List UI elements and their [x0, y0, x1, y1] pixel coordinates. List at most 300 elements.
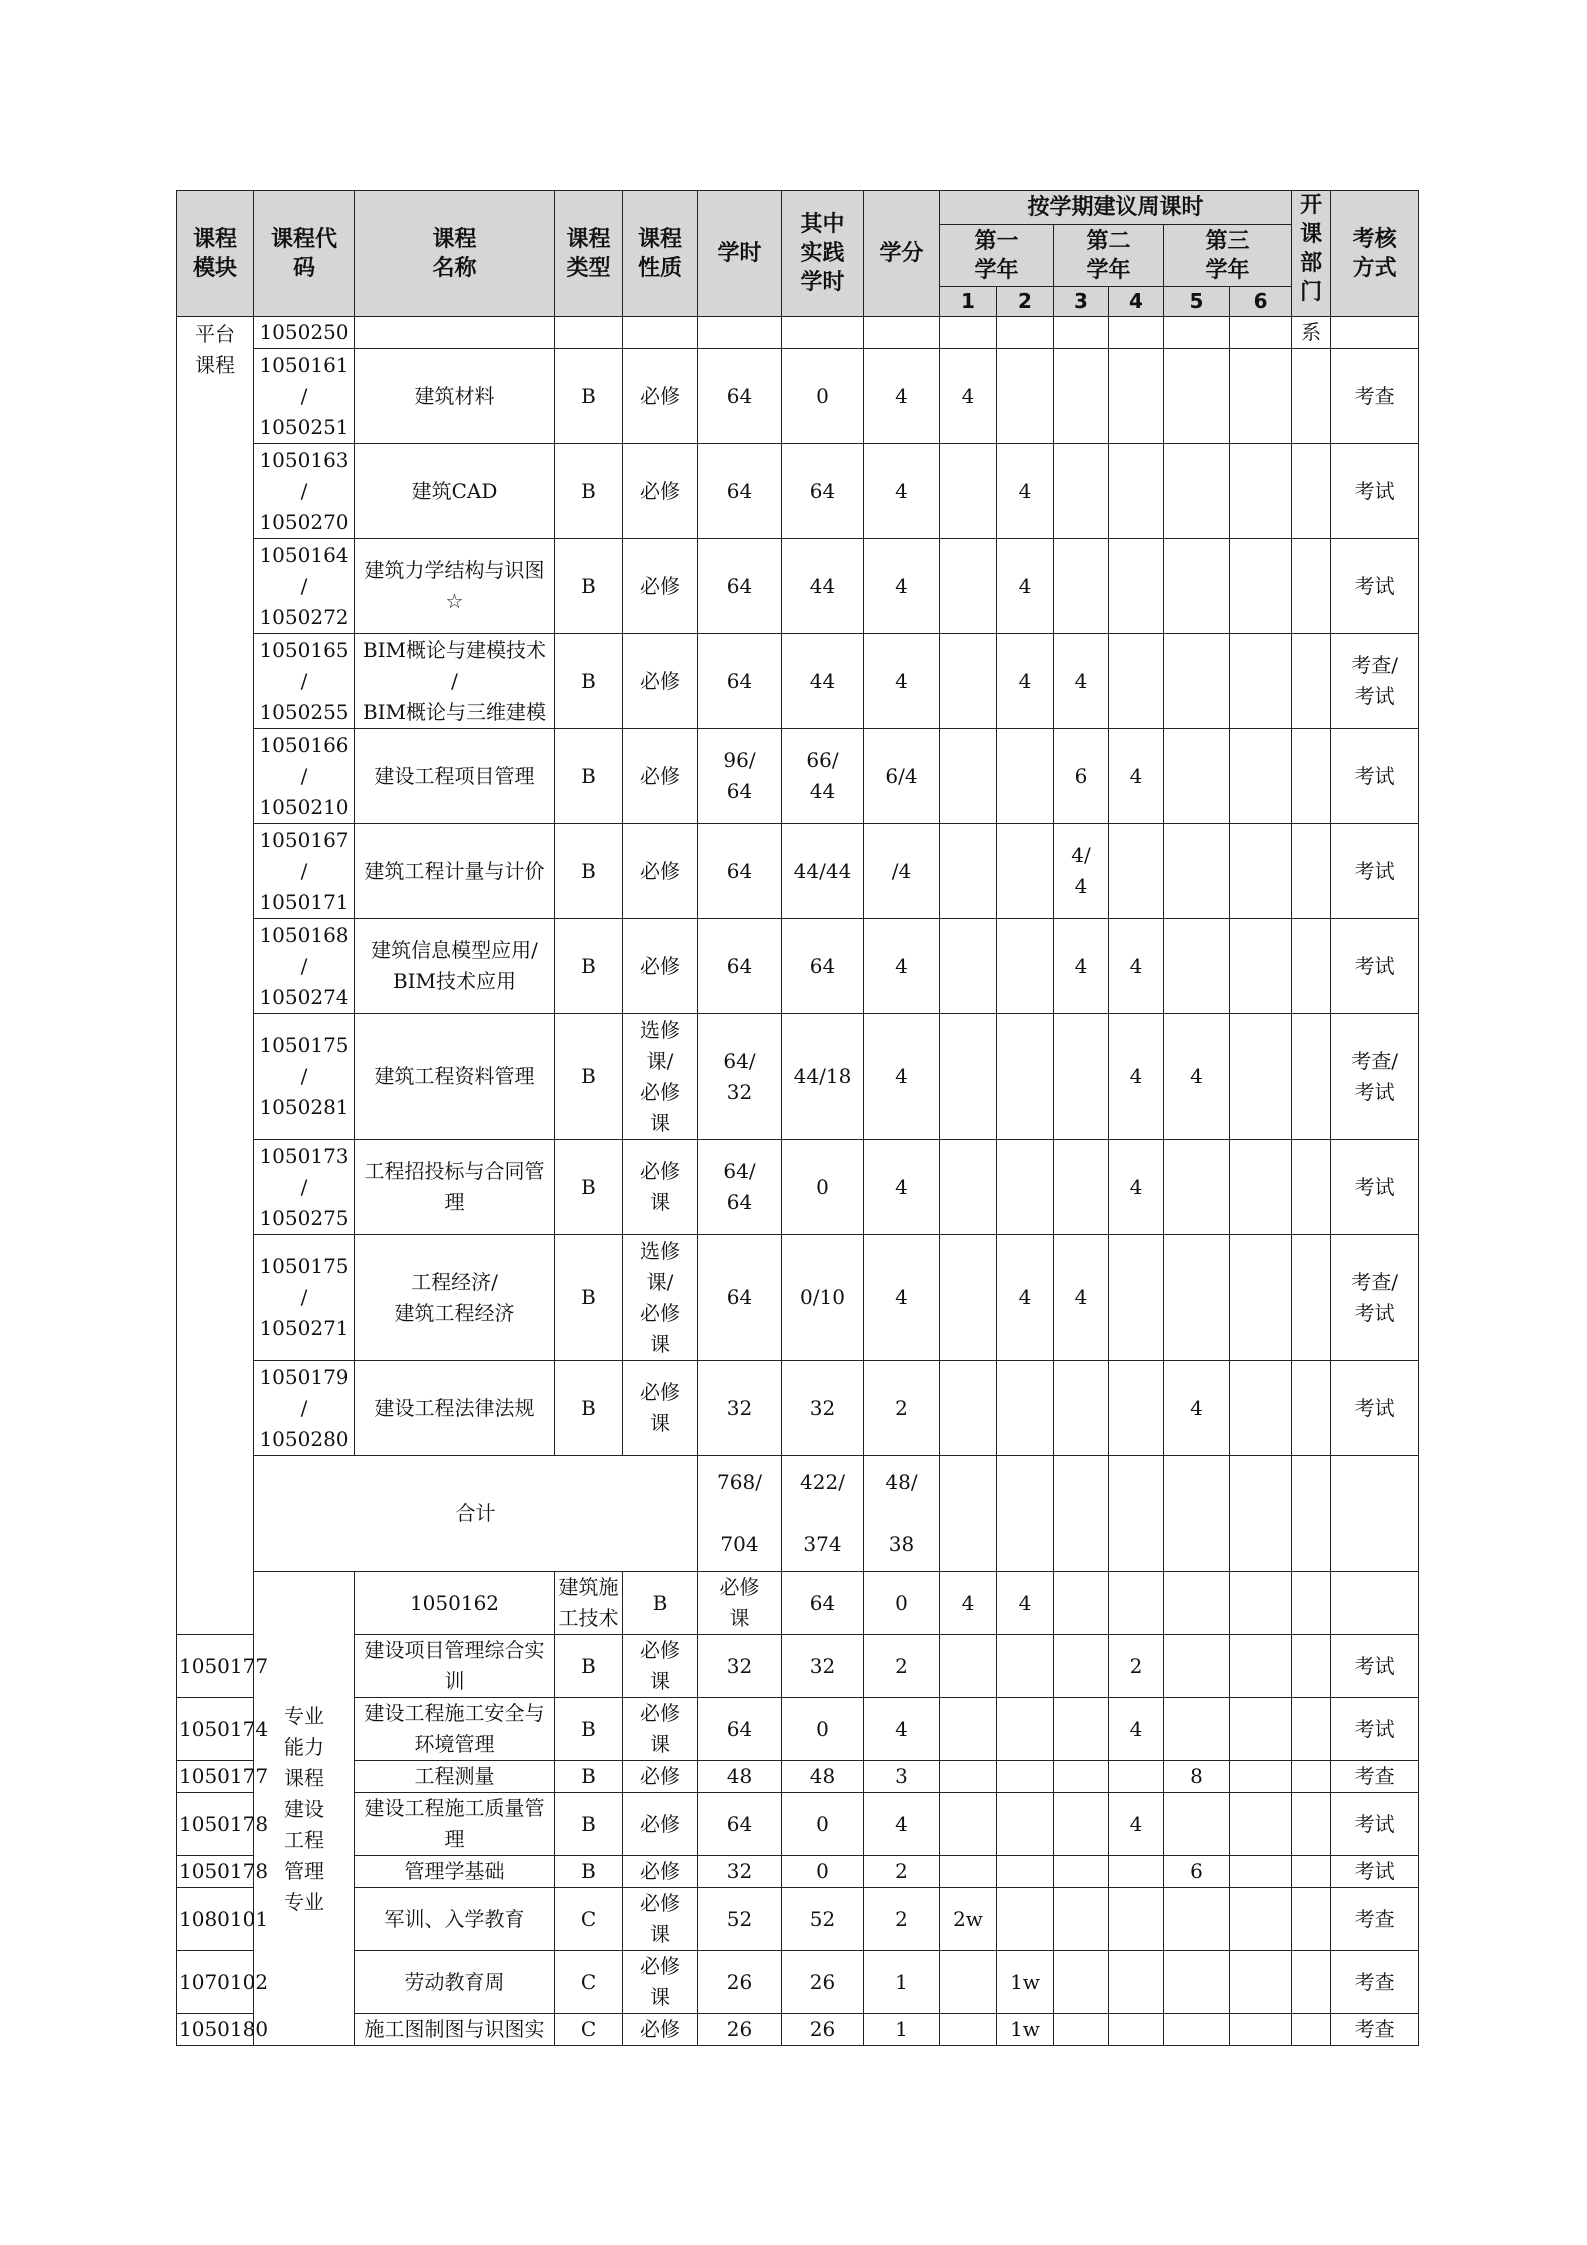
table-row: [177, 1572, 1419, 1635]
course-nature: 必修: [623, 539, 698, 634]
table-row: [177, 444, 1419, 539]
semester-5-cell: [1164, 539, 1230, 634]
course-nature: 必修 课: [623, 1635, 698, 1698]
semester-2-cell: 4: [997, 444, 1054, 539]
semester-1-cell: [940, 1856, 997, 1888]
course-nature: 必修: [623, 1856, 698, 1888]
header-code: 课程代 码: [254, 191, 355, 317]
course-type: [555, 317, 623, 349]
course-type: C: [555, 1951, 623, 2014]
table-row: [177, 317, 1419, 349]
course-type: B: [555, 1856, 623, 1888]
course-code: 1050174: [177, 1698, 254, 1761]
course-nature: 必修 课: [623, 1698, 698, 1761]
semester-4-cell: 2: [1109, 1635, 1164, 1698]
semester-4-cell: [1109, 444, 1164, 539]
course-hours: 64: [698, 824, 782, 919]
course-credits: 4: [864, 634, 940, 729]
semester-3-cell: [1054, 444, 1109, 539]
course-hours: [698, 317, 782, 349]
total-row: [177, 1456, 1419, 1572]
table-row: [177, 2014, 1419, 2046]
header-assessment: 考核 方式: [1331, 191, 1419, 317]
semester-6-cell: [1230, 539, 1292, 634]
course-code: 1050250: [254, 317, 355, 349]
course-hours: 26: [698, 2014, 782, 2046]
course-practice: 0: [782, 1140, 864, 1235]
semester-5-cell: [1230, 1572, 1292, 1635]
course-hours: 48: [698, 1761, 782, 1793]
header-practice-hours: 其中 实践 学时: [782, 191, 864, 317]
course-name: 工程经济/ 建筑工程经济: [355, 1235, 555, 1361]
semester-2-cell: [997, 1456, 1054, 1572]
course-nature: 必修: [623, 634, 698, 729]
semester-5-cell: 4: [1164, 1361, 1230, 1456]
semester-2-cell: [997, 1888, 1054, 1951]
course-credits: 4: [864, 1235, 940, 1361]
course-nature: 必修 课: [623, 1140, 698, 1235]
header-semester-6: 6: [1230, 287, 1292, 317]
semester-3-cell: 4: [1054, 634, 1109, 729]
semester-4-cell: [1109, 1951, 1164, 2014]
header-semester-3: 3: [1054, 287, 1109, 317]
course-practice: 26: [782, 1951, 864, 2014]
department-cell: [1292, 1635, 1331, 1698]
course-practice: 48: [782, 1761, 864, 1793]
header-hours: 学时: [698, 191, 782, 317]
table-row: [177, 349, 1419, 444]
course-name: 建筑工程资料管理: [355, 1014, 555, 1140]
course-nature: 选修 课/ 必修 课: [623, 1014, 698, 1140]
semester-3-cell: [1054, 1951, 1109, 2014]
total-practice: 422/ 374: [782, 1456, 864, 1572]
course-type: C: [555, 2014, 623, 2046]
course-name: 军训、入学教育: [355, 1888, 555, 1951]
semester-5-cell: [1164, 444, 1230, 539]
course-type: B: [555, 1793, 623, 1856]
table-row: [177, 1793, 1419, 1856]
course-nature: 必修 课: [623, 1888, 698, 1951]
department-cell: [1292, 2014, 1331, 2046]
course-code: 1050178: [177, 1793, 254, 1856]
course-hours: 64/ 64: [698, 1140, 782, 1235]
semester-1-cell: [940, 1140, 997, 1235]
course-credits: 1: [864, 2014, 940, 2046]
semester-4-cell: [1109, 1761, 1164, 1793]
course-type: B: [555, 444, 623, 539]
course-practice: 64: [782, 919, 864, 1014]
semester-4-cell: 4: [1109, 1698, 1164, 1761]
course-credits: 4: [864, 539, 940, 634]
semester-2-cell: [997, 1361, 1054, 1456]
course-credits: 2: [864, 1888, 940, 1951]
course-credits: /4: [864, 824, 940, 919]
course-name: 建设工程施工质量管 理: [355, 1793, 555, 1856]
course-type: B: [555, 1361, 623, 1456]
course-practice: [782, 317, 864, 349]
course-hours: 26: [698, 1951, 782, 2014]
department-cell: [1292, 1856, 1331, 1888]
course-code: 1050167 / 1050171: [254, 824, 355, 919]
table-row: [177, 1235, 1419, 1361]
course-hours: 64: [698, 1698, 782, 1761]
course-credits: 2: [864, 1635, 940, 1698]
course-credits: 1: [864, 1951, 940, 2014]
table-row: [177, 1014, 1419, 1140]
header-nature: 课程 性质: [623, 191, 698, 317]
course-nature: 必修: [623, 1793, 698, 1856]
course-code: 1050180: [177, 2014, 254, 2046]
course-nature: 必修: [623, 444, 698, 539]
course-credits: 4: [864, 1140, 940, 1235]
course-practice: 0: [782, 1856, 864, 1888]
course-name: 建筑信息模型应用/ BIM技术应用: [355, 919, 555, 1014]
semester-3-cell: 4/ 4: [1054, 824, 1109, 919]
table-row: [177, 1361, 1419, 1456]
course-code: 1080101: [177, 1888, 254, 1951]
semester-3-cell: [1054, 1635, 1109, 1698]
header-module: 课程 模块: [177, 191, 254, 317]
semester-3-cell: [1054, 539, 1109, 634]
semester-3-cell: [1054, 1856, 1109, 1888]
course-nature: 必修: [623, 1761, 698, 1793]
course-assessment: 考查/ 考试: [1331, 1014, 1419, 1140]
table-row: [177, 1761, 1419, 1793]
header-semester-group: 按学期建议周课时: [940, 191, 1292, 225]
semester-3-cell: 4: [1054, 1235, 1109, 1361]
semester-6-cell: [1230, 1698, 1292, 1761]
department-cell: [1292, 1888, 1331, 1951]
semester-2-cell: [997, 1761, 1054, 1793]
semester-4-cell: [1109, 1856, 1164, 1888]
course-name: 建筑力学结构与识图 ☆: [355, 539, 555, 634]
semester-6-cell: [1230, 1361, 1292, 1456]
semester-2-cell: [997, 1793, 1054, 1856]
semester-3-cell: [1054, 1761, 1109, 1793]
course-assessment: 考查: [1331, 2014, 1419, 2046]
course-assessment: 考查/ 考试: [1331, 634, 1419, 729]
semester-6-cell: [1292, 1572, 1331, 1635]
course-credits: 4: [864, 349, 940, 444]
course-code: 1050175 / 1050281: [254, 1014, 355, 1140]
course-assessment: 考试: [1331, 1140, 1419, 1235]
semester-4-cell: [1109, 1235, 1164, 1361]
semester-5-cell: [1164, 1951, 1230, 2014]
course-type: B: [555, 634, 623, 729]
semester-cell: [1164, 317, 1230, 349]
semester-2-cell: 4: [997, 1235, 1054, 1361]
course-practice: 32: [782, 1361, 864, 1456]
header-semester-1: 1: [940, 287, 997, 317]
semester-cell: [1109, 317, 1164, 349]
semester-6-cell: [1230, 1140, 1292, 1235]
course-assessment: 考查: [1331, 1951, 1419, 2014]
course-practice: 44/44: [782, 824, 864, 919]
course-credits: 4: [864, 1014, 940, 1140]
semester-6-cell: [1230, 1856, 1292, 1888]
course-type: B: [555, 824, 623, 919]
course-type: B: [555, 1235, 623, 1361]
course-code: 1050165 / 1050255: [254, 634, 355, 729]
course-practice: 64: [782, 444, 864, 539]
course-hours: 64: [782, 1572, 864, 1635]
semester-4-cell: [1164, 1572, 1230, 1635]
course-credits: 2: [864, 1856, 940, 1888]
course-code: 1050166 / 1050210: [254, 729, 355, 824]
department-cell: [1292, 1235, 1331, 1361]
course-name: 建设项目管理综合实 训: [355, 1635, 555, 1698]
semester-3-cell: [1054, 1888, 1109, 1951]
semester-1-cell: [940, 1698, 997, 1761]
table-header: [177, 191, 1419, 317]
semester-4-cell: [1109, 2014, 1164, 2046]
semester-6-cell: [1230, 919, 1292, 1014]
semester-3-cell: [1054, 1014, 1109, 1140]
course-assessment: 考查: [1331, 1888, 1419, 1951]
department-cell: [1292, 1951, 1331, 2014]
course-name: [355, 317, 555, 349]
total-label: 合计: [254, 1456, 698, 1572]
course-nature: [623, 317, 698, 349]
header-credits: 学分: [864, 191, 940, 317]
semester-2-cell: [1054, 1572, 1109, 1635]
semester-5-cell: [1164, 349, 1230, 444]
total-credits: 48/ 38: [864, 1456, 940, 1572]
header-semester-5: 5: [1164, 287, 1230, 317]
table-row: [177, 919, 1419, 1014]
course-practice: 44: [782, 634, 864, 729]
semester-5-cell: [1164, 1456, 1230, 1572]
course-practice: 44: [782, 539, 864, 634]
semester-3-cell: [1109, 1572, 1164, 1635]
semester-6-cell: [1230, 729, 1292, 824]
course-practice: 0: [782, 349, 864, 444]
semester-2-cell: 4: [997, 634, 1054, 729]
course-type: B: [555, 349, 623, 444]
semester-2-cell: 1w: [997, 2014, 1054, 2046]
semester-1-cell: [940, 1951, 997, 2014]
semester-3-cell: [1054, 1456, 1109, 1572]
department-cell: [1292, 824, 1331, 919]
semester-2-cell: [997, 1698, 1054, 1761]
semester-cell: [940, 317, 997, 349]
semester-1-cell: [940, 444, 997, 539]
semester-3-cell: [1054, 1793, 1109, 1856]
semester-4-cell: 4: [1109, 1793, 1164, 1856]
semester-6-cell: [1230, 1761, 1292, 1793]
course-name: 管理学基础: [355, 1856, 555, 1888]
course-code: 1070102: [177, 1951, 254, 2014]
course-nature: 必修: [623, 729, 698, 824]
course-code: 1050168 / 1050274: [254, 919, 355, 1014]
course-hours: 64: [698, 539, 782, 634]
semester-4-cell: 4: [1109, 1014, 1164, 1140]
course-name: 建筑CAD: [355, 444, 555, 539]
course-credits: 6/4: [864, 729, 940, 824]
course-assessment: 考试: [1331, 1698, 1419, 1761]
semester-4-cell: [1109, 1456, 1164, 1572]
course-code: 1050177: [177, 1635, 254, 1698]
semester-6-cell: [1230, 1793, 1292, 1856]
semester-6-cell: [1230, 1235, 1292, 1361]
semester-3-cell: [1054, 1361, 1109, 1456]
semester-5-cell: [1164, 1698, 1230, 1761]
platform-module-label: 平台 课程: [177, 317, 254, 1635]
table-row: [177, 634, 1419, 729]
semester-6-cell: [1230, 1888, 1292, 1951]
course-credits: 2: [864, 1361, 940, 1456]
semester-2-cell: [997, 349, 1054, 444]
header-year-1: 第一 学年: [940, 225, 1054, 287]
semester-5-cell: [1164, 1635, 1230, 1698]
course-credits: 4: [864, 1793, 940, 1856]
course-hours: 32: [698, 1856, 782, 1888]
course-assessment: 考试: [1331, 1635, 1419, 1698]
semester-cell: [997, 317, 1054, 349]
course-type: B: [555, 1140, 623, 1235]
semester-3-cell: [1054, 1698, 1109, 1761]
department-cell: [1292, 919, 1331, 1014]
course-credits: [864, 317, 940, 349]
course-assessment: 考查/ 考试: [1331, 1235, 1419, 1361]
header-name: 课程 名称: [355, 191, 555, 317]
course-hours: 64: [698, 634, 782, 729]
semester-3-cell: 6: [1054, 729, 1109, 824]
semester-5-cell: [1164, 729, 1230, 824]
table-row: [177, 824, 1419, 919]
course-practice: 0: [782, 1698, 864, 1761]
course-code: 1050164 / 1050272: [254, 539, 355, 634]
semester-1-cell: [940, 729, 997, 824]
course-practice: 0: [782, 1793, 864, 1856]
department-cell: [1292, 1698, 1331, 1761]
semester-6-cell: [1230, 349, 1292, 444]
semester-4-cell: 4: [1109, 729, 1164, 824]
course-credits: 4: [864, 1698, 940, 1761]
semester-4-cell: [1109, 349, 1164, 444]
course-hours: 64: [698, 444, 782, 539]
department-cell: [1292, 1140, 1331, 1235]
course-hours: 52: [698, 1888, 782, 1951]
semester-1-cell: [940, 1014, 997, 1140]
semester-1-cell: [940, 1635, 997, 1698]
semester-4-cell: [1109, 1361, 1164, 1456]
semester-2-cell: 1w: [997, 1951, 1054, 2014]
department-cell: [1292, 634, 1331, 729]
semester-4-cell: [1109, 1888, 1164, 1951]
course-hours: 64: [698, 1793, 782, 1856]
course-name: 工程招投标与合同管 理: [355, 1140, 555, 1235]
semester-1-cell: [940, 1456, 997, 1572]
course-assessment: 考试: [1331, 824, 1419, 919]
semester-1-cell: 4: [997, 1572, 1054, 1635]
course-type: B: [623, 1572, 698, 1635]
table-row: [177, 1140, 1419, 1235]
course-type: B: [555, 1761, 623, 1793]
semester-1-cell: 4: [940, 349, 997, 444]
course-assessment: [1331, 317, 1419, 349]
semester-6-cell: [1230, 1635, 1292, 1698]
semester-1-cell: [940, 919, 997, 1014]
course-hours: 64/ 32: [698, 1014, 782, 1140]
semester-5-cell: [1164, 634, 1230, 729]
table-row: [177, 1635, 1419, 1698]
table-body: [177, 317, 1419, 2046]
semester-3-cell: [1054, 349, 1109, 444]
course-assessment: 考试: [1331, 1361, 1419, 1456]
course-hours: 96/ 64: [698, 729, 782, 824]
course-type: B: [555, 539, 623, 634]
course-hours: 32: [698, 1635, 782, 1698]
header-department: 开 课 部 门: [1292, 191, 1331, 317]
course-practice: 32: [782, 1635, 864, 1698]
table-row: [177, 729, 1419, 824]
header-year-2: 第二 学年: [1054, 225, 1164, 287]
semester-2-cell: [997, 824, 1054, 919]
course-credits: 4: [864, 919, 940, 1014]
semester-3-cell: 4: [1054, 919, 1109, 1014]
course-nature: 必修: [623, 349, 698, 444]
department-value: 系: [1292, 317, 1331, 349]
semester-6-cell: [1230, 1014, 1292, 1140]
semester-2-cell: [997, 1856, 1054, 1888]
course-assessment: 考试: [1331, 444, 1419, 539]
course-assessment: 考查: [1331, 349, 1419, 444]
course-type: B: [555, 1635, 623, 1698]
course-name: 建筑施工技术: [555, 1572, 623, 1635]
course-code: 1050163 / 1050270: [254, 444, 355, 539]
course-practice: 26: [782, 2014, 864, 2046]
course-credits: 3: [864, 1761, 940, 1793]
course-type: B: [555, 919, 623, 1014]
table-row: [177, 1951, 1419, 2014]
semester-6-cell: [1230, 1456, 1292, 1572]
course-nature: 必修: [623, 824, 698, 919]
course-hours: 64: [698, 1235, 782, 1361]
course-assessment: 考查: [1331, 1761, 1419, 1793]
course-name: 劳动教育周: [355, 1951, 555, 2014]
semester-6-cell: [1230, 444, 1292, 539]
total-hours: 768/ 704: [698, 1456, 782, 1572]
course-assessment: 考试: [1331, 919, 1419, 1014]
department-cell: [1292, 1361, 1331, 1456]
department-cell: [1292, 444, 1331, 539]
semester-4-cell: 4: [1109, 1140, 1164, 1235]
course-plan-table: [176, 190, 1419, 2046]
semester-1-cell: [940, 634, 997, 729]
semester-2-cell: [997, 919, 1054, 1014]
course-nature: 必修 课: [623, 1951, 698, 2014]
department-cell: [1292, 729, 1331, 824]
department-cell: [1292, 1456, 1331, 1572]
semester-5-cell: [1164, 824, 1230, 919]
semester-5-cell: 6: [1164, 1856, 1230, 1888]
semester-4-cell: 4: [1109, 919, 1164, 1014]
semester-6-cell: [1230, 634, 1292, 729]
course-code: 1050177: [177, 1761, 254, 1793]
semester-1-cell: [940, 1235, 997, 1361]
table-row: [177, 1856, 1419, 1888]
course-practice: 0/10: [782, 1235, 864, 1361]
course-type: B: [555, 729, 623, 824]
semester-5-cell: [1164, 1235, 1230, 1361]
course-code: 1050161 / 1050251: [254, 349, 355, 444]
course-type: B: [555, 1698, 623, 1761]
header-semester-2: 2: [997, 287, 1054, 317]
course-hours: 64: [698, 919, 782, 1014]
course-practice: 44/18: [782, 1014, 864, 1140]
semester-5-cell: [1164, 919, 1230, 1014]
